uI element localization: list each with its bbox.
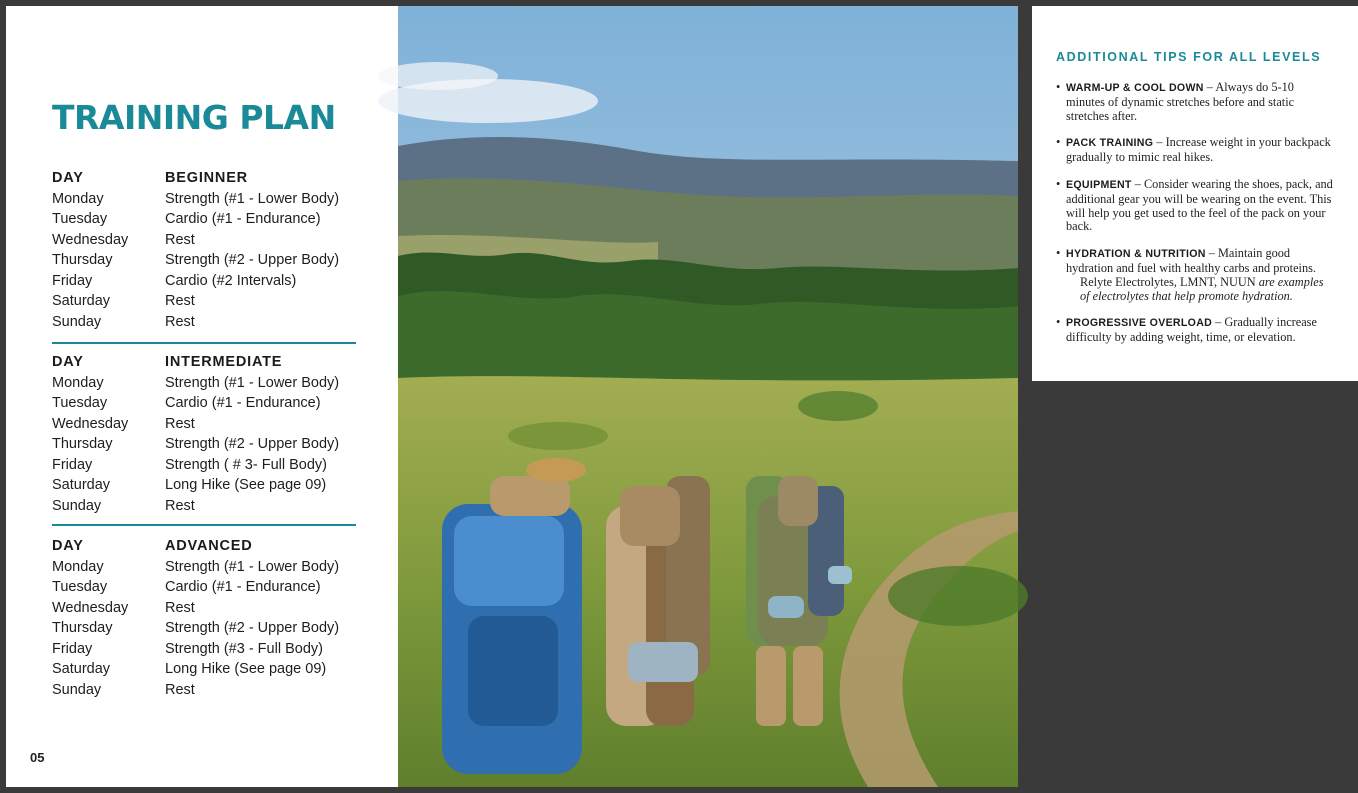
tip-label: WARM-UP & COOL DOWN (1066, 82, 1204, 94)
tip-hydration (1056, 247, 1334, 303)
level-header: INTERMEDIATE (165, 354, 283, 370)
bullet: • (1056, 80, 1061, 94)
day-name: Thursday (52, 252, 113, 268)
day-name: Saturday (52, 661, 111, 677)
day-name: Sunday (52, 497, 102, 514)
tip-label: HYDRATION & NUTRITION (1066, 248, 1206, 261)
page-number: 05 (30, 750, 45, 765)
workout: Strength (#1 - Lower Body) (165, 190, 340, 207)
workout: Cardio (#1 - Endurance) (165, 395, 321, 411)
tips-panel (1032, 6, 1358, 381)
day-name: Thursday (52, 436, 113, 452)
tip-text: – Always do 5-10 minutes of dynamic stretches before and static stretches after. (1066, 80, 1295, 123)
workout: Cardio (#2 Intervals) (165, 272, 297, 289)
day-column-header: DAY (52, 538, 84, 554)
workout: Rest (165, 497, 195, 514)
schedule-row (52, 455, 356, 476)
workout: Rest (165, 231, 195, 248)
day-name: Monday (52, 190, 104, 207)
day-column-header: DAY (52, 170, 84, 186)
advanced-schedule (52, 536, 356, 700)
workout: Rest (165, 681, 195, 698)
day-name: Saturday (52, 293, 111, 309)
day-name: Friday (52, 272, 93, 289)
tip-label: PROGRESSIVE OVERLOAD (1066, 317, 1213, 330)
bullet: • (1056, 246, 1061, 261)
workout: Rest (165, 293, 195, 309)
workout: Strength (#2 - Upper Body) (165, 620, 340, 636)
schedule-row (52, 393, 356, 414)
workout: Strength (#1 - Lower Body) (165, 374, 340, 391)
bullet: • (1056, 135, 1061, 150)
day-name: Wednesday (52, 231, 129, 248)
schedule-row (52, 557, 356, 578)
schedule-row (52, 475, 356, 496)
workout: Strength (#2 - Upper Body) (165, 252, 340, 268)
day-name: Saturday (52, 477, 111, 493)
tips-heading: ADDITIONAL TIPS FOR ALL LEVELS (1056, 50, 1322, 64)
tip-text: – Increase weight in your backpack gradually to mimic real hikes. (1066, 135, 1331, 165)
day-column-header: DAY (52, 354, 84, 370)
schedule-row (52, 373, 356, 394)
day-name: Tuesday (52, 211, 108, 227)
note-text: Relyte Electrolytes, LMNT, NUUN (1080, 274, 1259, 289)
electrolyte-note (1066, 276, 1334, 304)
tip-label: EQUIPMENT (1066, 178, 1132, 191)
schedule-row (52, 618, 356, 639)
day-name: Friday (52, 456, 93, 473)
training-plan-page (6, 6, 398, 787)
schedule-row (52, 271, 356, 292)
brochure-spread (6, 6, 1333, 787)
bullet: • (1056, 176, 1061, 191)
schedule-row (52, 189, 356, 210)
workout: Rest (165, 415, 195, 432)
day-name: Monday (52, 374, 104, 391)
schedule-header (52, 536, 356, 557)
workout: Rest (165, 599, 195, 616)
schedule-row (52, 496, 356, 517)
workout: Strength (#3 - Full Body) (165, 640, 323, 657)
level-header: BEGINNER (165, 170, 248, 186)
schedule-row (52, 659, 356, 680)
schedule-row (52, 639, 356, 660)
day-name: Tuesday (52, 395, 108, 411)
schedule-row (52, 209, 356, 230)
workout: Strength (#2 - Upper Body) (165, 436, 340, 452)
day-name: Sunday (52, 681, 102, 698)
workout: Strength ( # 3- Full Body) (165, 456, 327, 473)
bullet: • (1056, 315, 1061, 330)
hikers-photo (398, 6, 1333, 787)
note-italic: are examples of electrolytes that help promote hydration. (1080, 274, 1324, 303)
schedule-row (52, 230, 356, 251)
schedule-row (52, 414, 356, 435)
beginner-schedule (52, 168, 356, 332)
day-name: Wednesday (52, 599, 129, 616)
schedule-header (52, 168, 356, 189)
level-header: ADVANCED (165, 538, 253, 554)
schedule-row (52, 312, 356, 333)
day-name: Wednesday (52, 415, 129, 432)
schedule-header (52, 352, 356, 373)
schedule-row (52, 598, 356, 619)
page-title: TRAINING PLAN (52, 98, 336, 137)
day-name: Friday (52, 640, 93, 657)
workout: Rest (165, 313, 195, 330)
intermediate-schedule (52, 352, 356, 516)
section-divider (52, 524, 356, 526)
tip-text: – Gradually increase difficulty by adding weight, time, or elevation. (1066, 315, 1317, 345)
tip-text: – Consider wearing the shoes, pack, and additional gear you will be wearing on the event. This will help you get used to the feel of the pack on your back. (1066, 176, 1333, 234)
section-divider (52, 342, 356, 344)
tip-label: PACK TRAINING (1066, 137, 1154, 150)
workout: Strength (#1 - Lower Body) (165, 558, 340, 575)
schedule-row (52, 434, 356, 455)
schedule-row (52, 577, 356, 598)
day-name: Tuesday (52, 579, 108, 595)
workout: Cardio (#1 - Endurance) (165, 211, 321, 227)
schedule-row (52, 250, 356, 271)
day-name: Monday (52, 558, 104, 575)
tip-equipment (1056, 178, 1334, 234)
tip-pack-training (1056, 136, 1334, 165)
workout: Long Hike (See page 09) (165, 477, 327, 493)
workout: Long Hike (See page 09) (165, 661, 327, 677)
day-name: Sunday (52, 313, 102, 330)
schedule-row (52, 291, 356, 312)
tip-text: – Maintain good hydration and fuel with healthy carbs and proteins. (1066, 246, 1316, 275)
workout: Cardio (#1 - Endurance) (165, 579, 321, 595)
schedule-row (52, 680, 356, 701)
tip-progressive-overload (1056, 316, 1334, 345)
tip-warm-up (1056, 81, 1334, 123)
day-name: Thursday (52, 620, 113, 636)
